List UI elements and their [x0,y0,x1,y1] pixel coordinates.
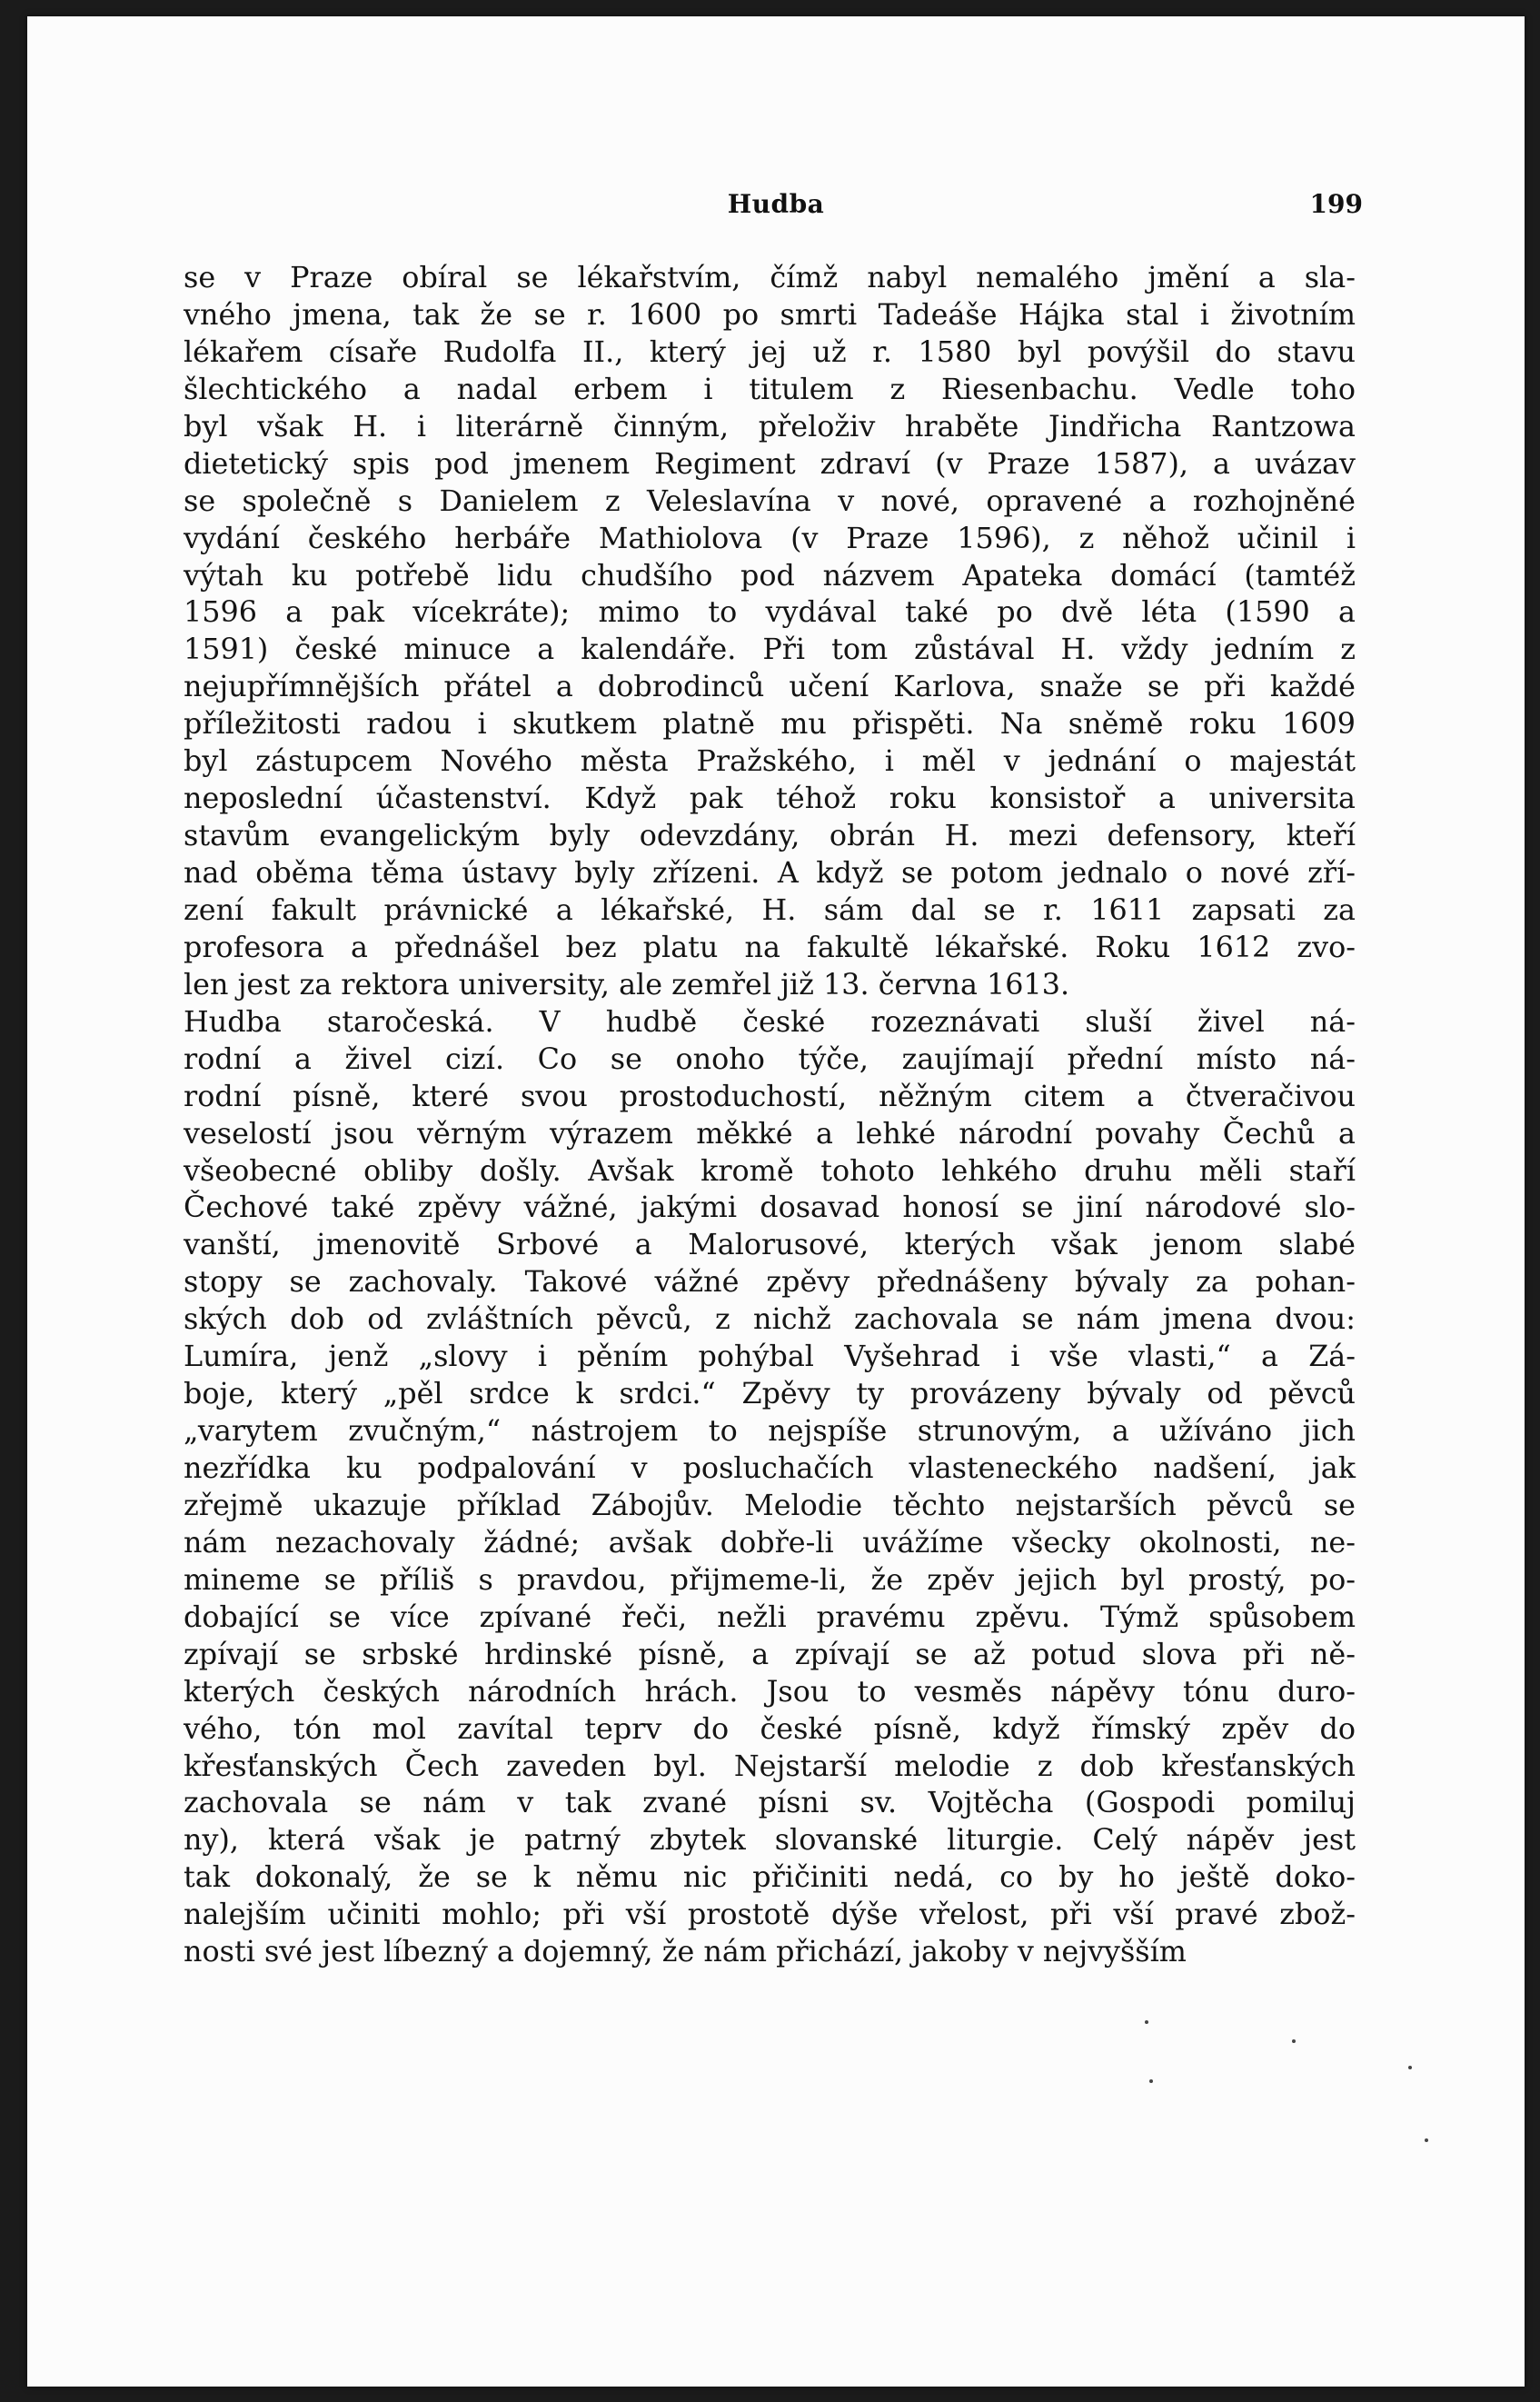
text-line: 1591) české minuce a kalendáře. Při tom zůstával H. vždy jedním z [184,633,1356,667]
text-line: dobající se více zpívané řeči, nežli pravému zpěvu. Týmž spůsobem [184,1600,1356,1634]
text-line: výtah ku potřebě lidu chudšího pod názvem Apateka domácí (tamtéž [184,558,1356,593]
ink-speck [1149,2079,1153,2083]
text-line: nezřídka ku podpalování v posluchačích vlasteneckého nadšení, jak [184,1451,1356,1485]
body-text [184,260,1356,1971]
text-line: příležitosti radou i skutkem platně mu přispěti. Na sněmě roku 1609 [184,707,1356,742]
text-line: vného jmena, tak že se r. 1600 po smrti Tadeáše Hájka stal i životním [184,297,1356,332]
text-line: ských dob od zvláštních pěvců, z nichž zachovala se nám jmena dvou: [184,1302,1356,1337]
text-line: byl zástupcem Nového města Pražského, i měl v jednání o majestát [184,744,1356,779]
text-line: byl však H. i literárně činným, přeloživ hraběte Jindřicha Rantzowa [184,409,1356,444]
text-line: len jest za rektora university, ale zemřel již 13. června 1613. [184,967,1070,1002]
text-line: veselostí jsou věrným výrazem měkké a lehké národní povahy Čechů a [184,1116,1356,1151]
ink-speck [1292,2039,1296,2043]
text-line: tak dokonalý, že se k němu nic přičiniti nedá, co by ho ještě doko- [184,1860,1356,1895]
text-line: Hudba staročeská. V hudbě české rozeznávati sluší živel ná- [184,1004,1356,1039]
text-line: stopy se zachovaly. Takové vážné zpěvy přednášeny bývaly za pohan- [184,1265,1356,1300]
text-line: všeobecné obliby došly. Avšak kromě tohoto lehkého druhu měli staří [184,1153,1356,1188]
text-line: zachovala se nám v tak zvané písni sv. Vojtěcha (Gospodi pomiluj [184,1786,1356,1820]
text-line: boje, který „pěl srdce k srdci.“ Zpěvy ty provázeny bývaly od pěvců [184,1377,1356,1411]
text-line: zřejmě ukazuje příklad Zábojův. Melodie těchto nejstarších pěvců se [184,1488,1356,1522]
ink-speck [1408,2066,1412,2069]
text-line: „varytem zvučným,“ nástrojem to nejspíše strunovým, a užíváno jich [184,1414,1356,1449]
text-line: nosti své jest líbezný a dojemný, že nám přichází, jakoby v nejvyšším [184,1935,1187,1969]
text-line: zpívají se srbské hrdinské písně, a zpívají se až potud slova při ně- [184,1637,1356,1671]
ink-speck [1425,2138,1428,2142]
text-line: se v Praze obíral se lékařstvím, čímž nabyl nemalého jmění a sla- [184,261,1356,294]
text-line: rodní písně, které svou prostoduchostí, něžným citem a čtveračivou [184,1079,1356,1113]
running-header [27,178,1525,233]
ink-speck [1145,2020,1148,2024]
text-line: kterých českých národních hrách. Jsou to vesměs nápěvy tónu duro- [184,1674,1356,1709]
text-line: neposlední účastenství. Když pak téhož roku konsistoř a universita [184,782,1356,816]
page-number: 199 [1309,189,1363,219]
running-title: Hudba [727,189,825,219]
text-line: ny), která však je patrný zbytek slovanské liturgie. Celý nápěv jest [184,1823,1356,1858]
text-line: mineme se příliš s pravdou, přijmeme-li, že zpěv jejich byl prostý, po- [184,1562,1356,1597]
text-line: 1596 a pak vícekráte); mimo to vydával také po dvě léta (1590 a [184,595,1356,630]
text-line: stavům evangelickým byly odevzdány, obrán H. mezi defensory, kteří [184,819,1356,853]
text-line: nalejším učiniti mohlo; při vší prostotě dýše vřelost, při vší pravé zbož- [184,1898,1356,1932]
text-line: Čechové také zpěvy vážné, jakými dosavad honosí se jiní národové slo- [184,1191,1356,1225]
text-line: dietetický spis pod jmenem Regiment zdraví (v Praze 1587), a uvázav [184,446,1356,481]
text-line: šlechtického a nadal erbem i titulem z Riesenbachu. Vedle toho [184,372,1356,406]
text-line: zení fakult právnické a lékařské, H. sám dal se r. 1611 zapsati za [184,892,1356,927]
book-page [27,16,1525,2387]
text-line: vého, tón mol zavítal teprv do české písně, když římský zpěv do [184,1711,1356,1746]
text-line: se společně s Danielem z Veleslavína v nové, opravené a rozhojněné [184,483,1356,518]
text-line: Lumíra, jenž „slovy i pěním pohýbal Vyšehrad i vše vlasti,“ a Zá- [184,1340,1356,1374]
text-line: nad oběma těma ústavy byly zřízeni. A když se potom jednalo o nové zří- [184,856,1356,890]
text-line: vanští, jmenovitě Srbové a Malorusové, kterých však jenom slabé [184,1228,1356,1262]
text-line: lékařem císaře Rudolfa II., který jej už r. 1580 byl povýšil do stavu [184,334,1356,369]
text-line: rodní a živel cizí. Co se onoho týče, zaujímají přední místo ná- [184,1042,1356,1076]
text-line: nám nezachovaly žádné; avšak dobře-li uvážíme všecky okolnosti, ne- [184,1525,1356,1560]
text-line: profesora a přednášel bez platu na fakultě lékařské. Roku 1612 zvo- [184,930,1356,964]
text-line: nejupřímnějších přátel a dobrodinců učení Karlova, snaže se při každé [184,670,1356,704]
text-line: vydání českého herbáře Mathiolova (v Praze 1596), z něhož učinil i [184,521,1356,555]
text-line: křesťanských Čech zaveden byl. Nejstarší melodie z dob křesťanských [184,1749,1356,1783]
